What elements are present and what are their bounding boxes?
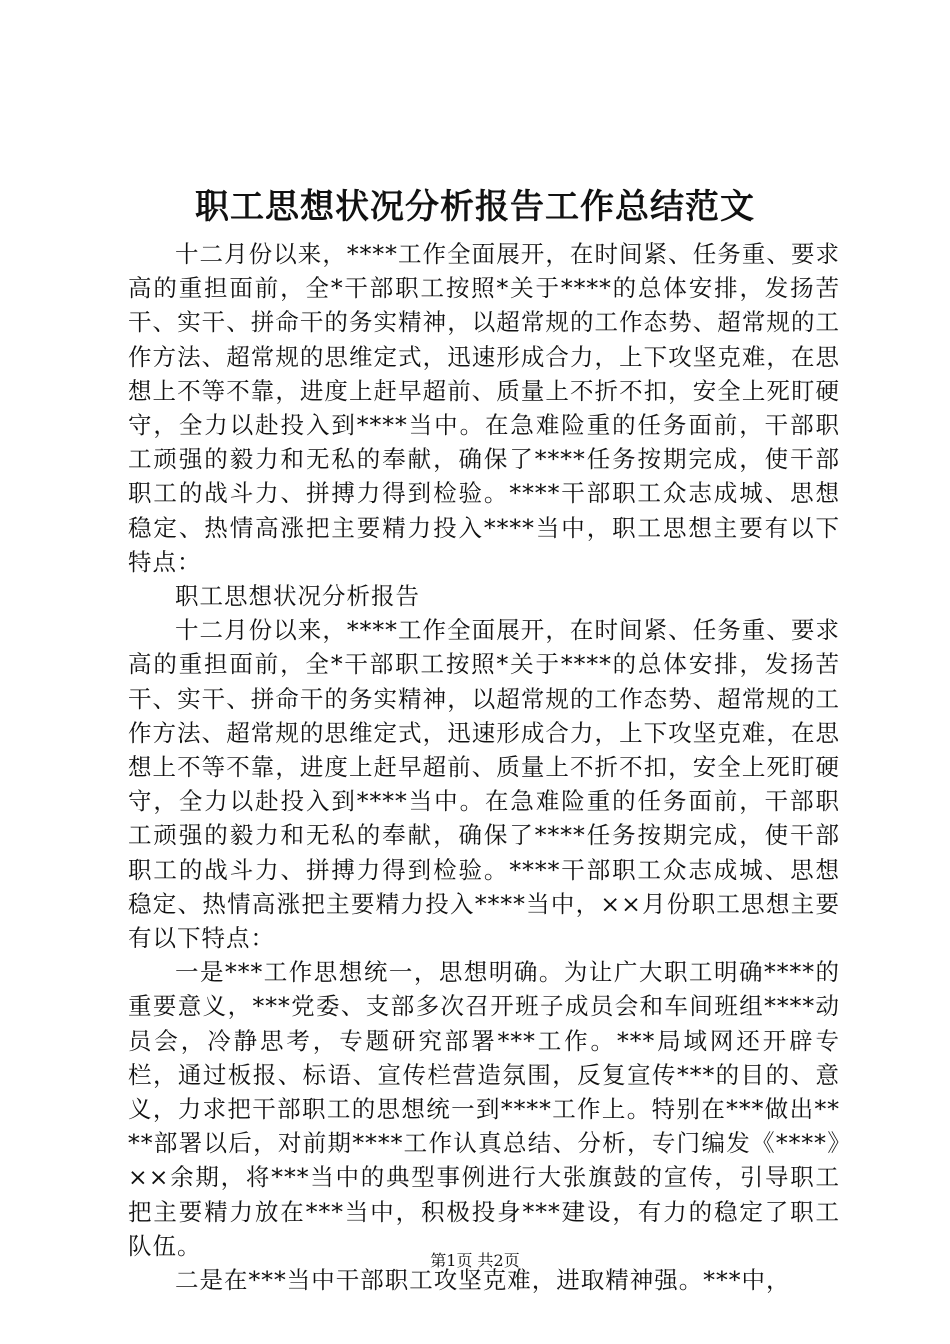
paragraph-intro: 十二月份以来，****工作全面展开，在时间紧、任务重、要求高的重担面前，全*干部职工按照*关于****的总体安排，发扬苦干、实干、拼命干的务实精神，以超常规的工作态势、超常规的工作方法、超常规的思维定式，迅速形成合力，上下攻坚克难，在思想上不等不靠，进度上赶早超前、质量上不折不扣，安全上死盯硬守，全力以赴投入到****当中。在急难险重的任务面前，干部职工顽强的毅力和无私的奉献，确保了****任务按期完成，使干部职工的战斗力、拼搏力得到检验。****干部职工众志成城、思想稳定、热情高涨把主要精力投入****当中，职工思想主要有以下特点： xyxy=(128,240,840,576)
paragraph-point-two: 二是在***当中干部职工攻坚克难，进取精神强。***中， xyxy=(175,1266,791,1295)
paragraph-repeat-intro: 十二月份以来，****工作全面展开，在时间紧、任务重、要求高的重担面前，全*干部职工按照*关于****的总体安排，发扬苦干、实干、拼命干的务实精神，以超常规的工作态势、超常规的工作方法、超常规的思维定式，迅速形成合力，上下攻坚克难，在思想上不等不靠，进度上赶早超前、质量上不折不扣，安全上死盯硬守，全力以赴投入到****当中。在急难险重的任务面前，干部职工顽强的毅力和无私的奉献，确保了****任务按期完成，使干部职工的战斗力、拼搏力得到检验。****干部职工众志成城、思想稳定、热情高涨把主要精力投入****当中，××月份职工思想主要有以下特点： xyxy=(128,616,840,953)
document-body xyxy=(128,237,840,1297)
paragraph-point-one: 一是***工作思想统一，思想明确。为让广大职工明确****的重要意义，***党委、支部多次召开班子成员会和车间班组****动员会，冷静思考，专题研究部署***工作。***局域网还开辟专栏，通过板报、标语、宣传栏营造氛围，反复宣传***的目的、意义，力求把干部职工的思想统一到****工作上。特别在***做出****部署以后，对前期****工作认真总结、分析，专门编发《****》××余期，将***当中的典型事例进行大张旗鼓的宣传，引导职工把主要精力放在***当中，积极投身***建设，有力的稳定了职工队伍。 xyxy=(128,958,840,1260)
document-title: 职工思想状况分析报告工作总结范文 xyxy=(195,187,755,227)
page-number-footer: 第1页 共2页 xyxy=(430,1251,520,1270)
paragraph-subheading: 职工思想状况分析报告 xyxy=(175,582,420,611)
